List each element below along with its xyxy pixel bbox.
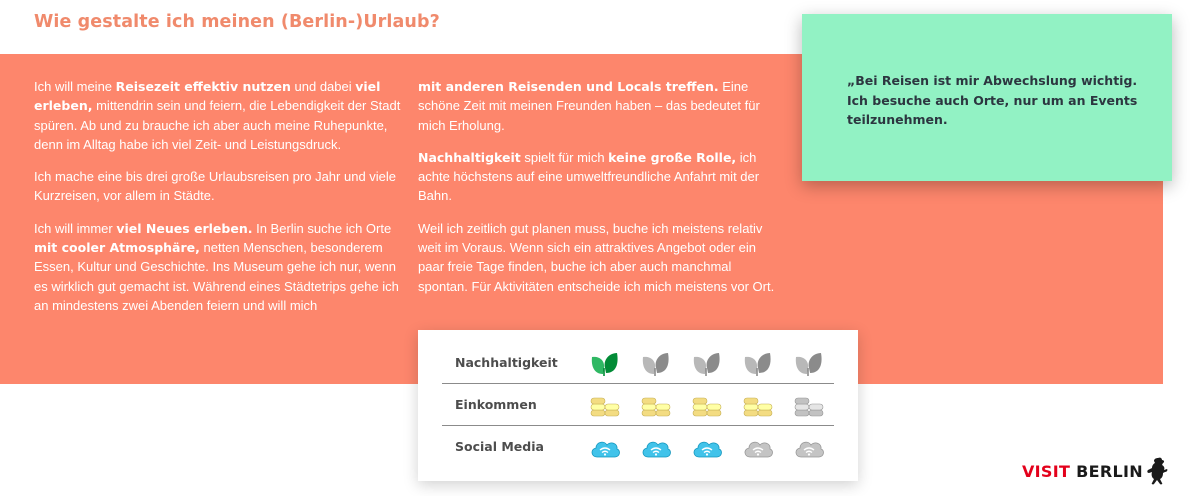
rating-row [442, 426, 834, 468]
text-run: Ich mache eine bis drei große Urlaubsreisen pro Jahr und viele Kurzreisen, vor allem in Städte. [34, 169, 397, 204]
text-run: Ich will immer [34, 220, 117, 236]
text-column-left [34, 77, 404, 328]
rating-row [442, 342, 834, 384]
page-title: Wie gestalte ich meinen (Berlin-)Urlaub? [34, 12, 440, 32]
berlin-bear-icon [1145, 456, 1169, 486]
paragraph [418, 219, 778, 296]
text-run: spielt für mich [520, 149, 609, 165]
paragraph [34, 167, 404, 206]
bold-text: viel erleben, [34, 79, 381, 114]
bold-text: Reisezeit effektiv nutzen [115, 79, 291, 94]
text-run: Eine schöne Zeit mit meinen Freunden haben – das bedeutet für mich Erholung. [418, 79, 760, 133]
paragraph [418, 77, 778, 135]
paragraph [34, 77, 404, 154]
bold-text: mit cooler Atmosphäre, [34, 240, 200, 256]
visit-berlin-logo[interactable] [1022, 462, 1143, 481]
leaf-icon [588, 347, 622, 379]
text-run: netten Menschen, besonderem Essen, Kultur und Geschichte. Ins Museum gehe ich nur, wenn es wirklich gut gemacht ist. Während eines Städtetrips gehe ich an mindestens zwei Abenden feiern und will mich [34, 240, 399, 313]
leaf-icon [639, 347, 673, 379]
cloud-wifi-icon [588, 431, 622, 463]
coins-icon [588, 389, 622, 421]
paragraph [34, 219, 404, 315]
bold-text: mit anderen Reisenden und Locals treffen. [418, 79, 719, 94]
quote-text: „Bei Reisen ist mir Abwechslung wichtig. Ich besuche auch Orte, nur um an Events teilzunehmen. [847, 73, 1138, 127]
bold-text: keine große Rolle, [608, 149, 737, 165]
coins-icon [792, 389, 826, 421]
rating-icons [588, 347, 833, 379]
coins-icon [639, 389, 673, 421]
cloud-wifi-icon [741, 431, 775, 463]
quote-box [802, 14, 1172, 181]
cloud-wifi-icon [690, 431, 724, 463]
text-run: Ich will meine [34, 79, 116, 94]
rating-label: Social Media [455, 439, 544, 454]
rating-label: Nachhaltigkeit [455, 355, 558, 370]
rating-row [442, 384, 834, 426]
rating-icons [588, 431, 833, 463]
cloud-wifi-icon [792, 431, 826, 463]
rating-label: Einkommen [455, 397, 537, 412]
rating-icons [588, 389, 833, 421]
text-run: In Berlin suche ich Orte [252, 220, 392, 236]
text-run: Weil ich zeitlich gut planen muss, buche ich meistens relativ weit im Voraus. Wenn sich ein attraktives Angebot oder ein paar freie Tage finden, buche ich aber auch manchmal spontan. Für Aktivitäten entscheide ich mich meistens vor Ort. [418, 220, 775, 294]
logo-word-berlin: BERLIN [1076, 462, 1143, 481]
rating-card [418, 330, 858, 481]
coins-icon [690, 389, 724, 421]
logo-word-visit: VISIT [1022, 462, 1071, 481]
text-column-right [418, 77, 778, 309]
bold-text: Nachhaltigkeit [418, 149, 521, 165]
leaf-icon [741, 347, 775, 379]
cloud-wifi-icon [639, 431, 673, 463]
text-run: ich achte höchstens auf eine umweltfreundliche Anfahrt mit der Bahn. [418, 149, 760, 204]
coins-icon [741, 389, 775, 421]
bold-text: viel Neues erleben. [116, 220, 253, 236]
text-run: und dabei [290, 79, 356, 94]
leaf-icon [690, 347, 724, 379]
text-run: mittendrin sein und feiern, die Lebendigkeit der Stadt spüren. Ab und zu brauche ich aber auch meine Ruhepunkte, denn im Alltag habe ich viel Zeit- und Leistungsdruck. [34, 98, 401, 152]
paragraph [418, 148, 778, 206]
leaf-icon [792, 347, 826, 379]
